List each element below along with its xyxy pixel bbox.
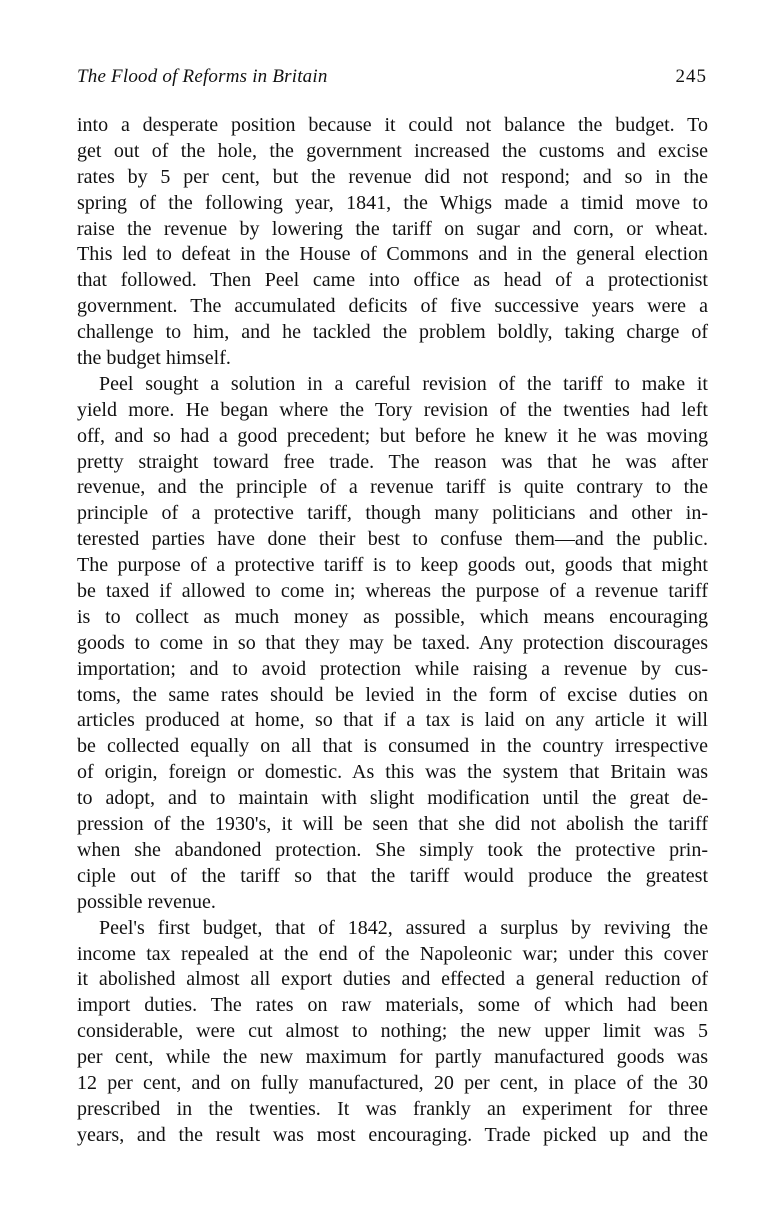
text-line: ciple out of the tariff so that the tariff would produce the greatest: [77, 864, 708, 887]
text-line: government. The accumulated deficits of five successive years were a: [77, 295, 708, 318]
text-line: off, and so had a good precedent; but before he knew it he was moving: [77, 424, 708, 447]
text-line: per cent, while the new maximum for partly manufactured goods was: [77, 1046, 708, 1069]
text-line: import duties. The rates on raw materials, some of which had been: [77, 994, 708, 1017]
text-line: it abolished almost all export duties and effected a general reduction of: [77, 968, 708, 991]
paragraph-1: [77, 113, 708, 372]
text-line: Peel's first budget, that of 1842, assured a surplus by reviving the: [99, 916, 708, 939]
text-line: terested parties have done their best to confuse them—and the public.: [77, 528, 708, 551]
text-line: into a desperate position because it could not balance the budget. To: [77, 114, 708, 136]
running-title: The Flood of Reforms in Britain: [77, 66, 328, 87]
text-line: considerable, were cut almost to nothing; the new upper limit was 5: [77, 1020, 708, 1043]
text-line: pression of the 1930's, it will be seen that she did not abolish the tariff: [77, 813, 708, 836]
page-header: [77, 66, 707, 94]
text-line: years, and the result was most encouraging. Trade picked up and the: [77, 1123, 708, 1146]
text-line: the budget himself.: [77, 347, 231, 370]
text-line: be collected equally on all that is consumed in the country irrespective: [77, 735, 708, 758]
text-line: goods to come in so that they may be taxed. Any protection discourages: [77, 631, 708, 654]
text-line: The purpose of a protective tariff is to keep goods out, goods that might: [77, 554, 708, 577]
text-line: be taxed if allowed to come in; whereas the purpose of a revenue tariff: [77, 580, 708, 603]
text-line: spring of the following year, 1841, the Whigs made a timid move to: [77, 191, 708, 214]
text-line: to adopt, and to maintain with slight modification until the great de-: [77, 787, 708, 810]
text-line: yield more. He began where the Tory revision of the twenties had left: [77, 398, 708, 421]
text-line: articles produced at home, so that if a tax is laid on any article it will: [77, 709, 708, 732]
text-line: is to collect as much money as possible, which means encouraging: [77, 605, 708, 628]
text-line: revenue, and the principle of a revenue tariff is quite contrary to the: [77, 476, 708, 499]
text-line: prescribed in the twenties. It was frankly an experiment for three: [77, 1097, 708, 1120]
text-line: get out of the hole, the government increased the customs and excise: [77, 139, 708, 162]
text-line: income tax repealed at the end of the Napoleonic war; under this cover: [77, 942, 708, 965]
text-line: when she abandoned protection. She simply took the protective prin-: [77, 838, 708, 861]
text-line: of origin, foreign or domestic. As this was the system that Britain was: [77, 761, 708, 784]
text-line: 12 per cent, and on fully manufactured, 20 per cent, in place of the 30: [77, 1071, 708, 1094]
text-line: principle of a protective tariff, though many politicians and other in-: [77, 502, 708, 525]
page-number: 245: [675, 66, 707, 87]
paragraph-3: [77, 916, 708, 1149]
text-line: Peel sought a solution in a careful revision of the tariff to make it: [99, 372, 708, 395]
text-line: rates by 5 per cent, but the revenue did not respond; and so in the: [77, 165, 708, 188]
text-line: challenge to him, and he tackled the problem boldly, taking charge of: [77, 321, 708, 344]
text-line: pretty straight toward free trade. The reason was that he was after: [77, 450, 708, 473]
text-line: toms, the same rates should be levied in the form of excise duties on: [77, 683, 708, 706]
text-line: possible revenue.: [77, 890, 216, 913]
body-text: [77, 113, 708, 1149]
text-line: This led to defeat in the House of Commons and in the general election: [77, 243, 708, 266]
text-line: that followed. Then Peel came into office as head of a protectionist: [77, 269, 708, 292]
text-line: raise the revenue by lowering the tariff on sugar and corn, or wheat.: [77, 217, 708, 240]
text-line: importation; and to avoid protection while raising a revenue by cus-: [77, 657, 708, 680]
paragraph-2: [77, 372, 708, 916]
